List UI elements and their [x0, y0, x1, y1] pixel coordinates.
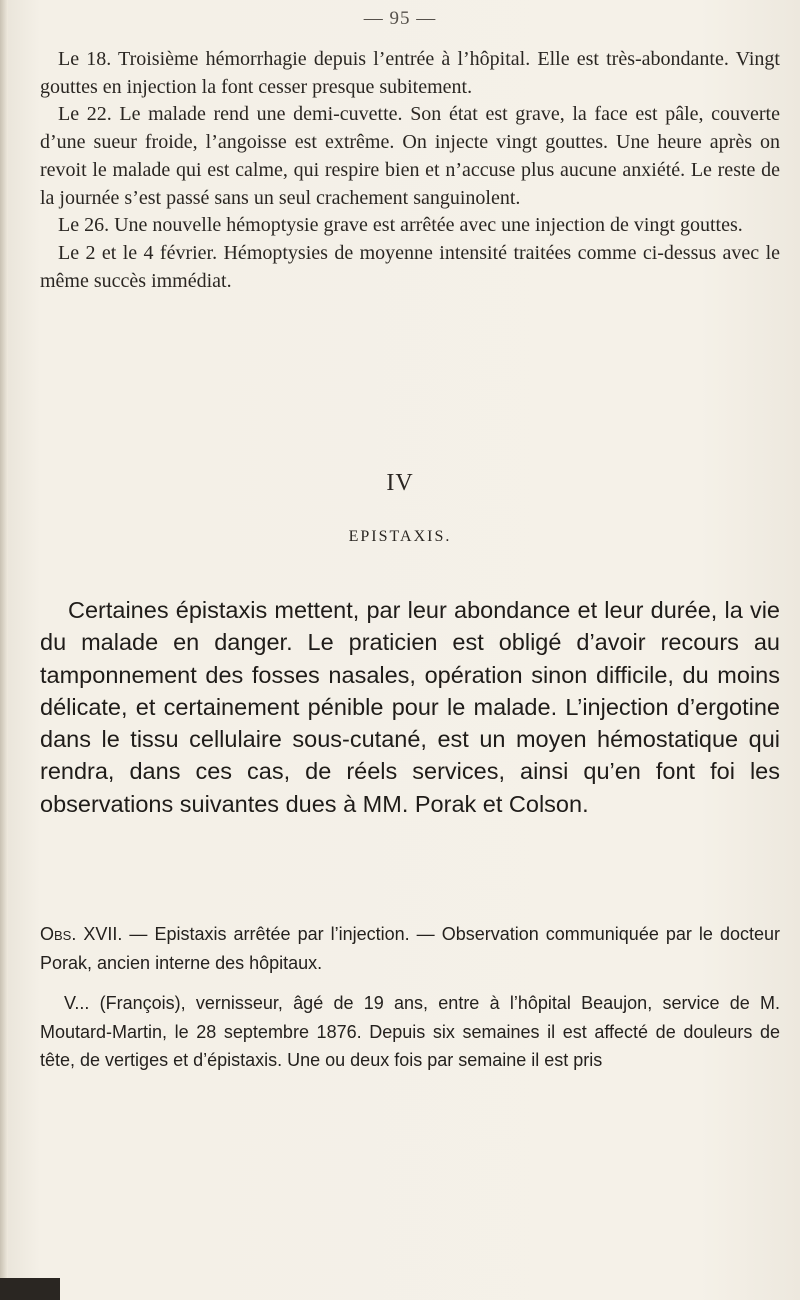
intro-paragraph: Le 22. Le malade rend une demi-cuvette. Son état est grave, la face est pâle, couverte d’une sueur froide, l’angoisse est extrême. On injecte vingt gouttes. Une heure après on revoit le malade qui est calme, qui respire bien et n’accuse plus aucune anxiété. Le reste de la journée s’est passé sans un seul crachement sanguinolent.	[40, 103, 780, 209]
section-number: IV	[386, 470, 414, 496]
intro-paragraph: Le 2 et le 4 février. Hémoptysies de moyenne intensité traitées comme ci-dessus avec le même succès immédiat.	[40, 241, 780, 292]
observation-heading	[40, 920, 780, 977]
observation-title: — Epistaxis arrêtée par l’injection. — Observation communiquée par le docteur Porak, ancien interne des hôpitaux.	[40, 924, 780, 973]
section-title: EPISTAXIS.	[348, 528, 452, 545]
page-corner-shadow	[0, 1278, 60, 1300]
observation	[40, 920, 780, 1075]
intro-text	[40, 46, 780, 295]
intro-paragraph: Le 26. Une nouvelle hémoptysie grave est arrêtée avec une injection de vingt gouttes.	[58, 214, 743, 237]
intro-paragraph: Le 18. Troisième hémorrhagie depuis l’entrée à l’hôpital. Elle est très-abondante. Vingt gouttes en injection la font cesser presque subitement.	[40, 48, 780, 98]
page-number: — 95 —	[363, 8, 437, 29]
main-text	[40, 594, 780, 820]
observation-label: Obs. XVII.	[40, 924, 123, 944]
observation-body: V... (François), vernisseur, âgé de 19 ans, entre à l’hôpital Beaujon, service de M. Moutard-Martin, le 28 septembre 1876. Depuis six semaines il est affecté de douleurs de tête, de vertiges et d’épistaxis. Une ou deux fois par semaine il est pris	[40, 993, 780, 1070]
page-binding-edge	[0, 0, 8, 1300]
main-paragraph: Certaines épistaxis mettent, par leur abondance et leur durée, la vie du malade en danger. Le praticien est obligé d’avoir recours au tamponnement des fosses nasales, opération sinon difficile, du moins délicate, et certainement pénible pour le malade. L’injection d’ergotine dans le tissu cellulaire sous-cutané, est un moyen hémostatique qui rendra, dans ces cas, de réels services, ainsi qu’en font foi les observations suivantes dues à MM. Porak et Colson.	[40, 597, 780, 817]
